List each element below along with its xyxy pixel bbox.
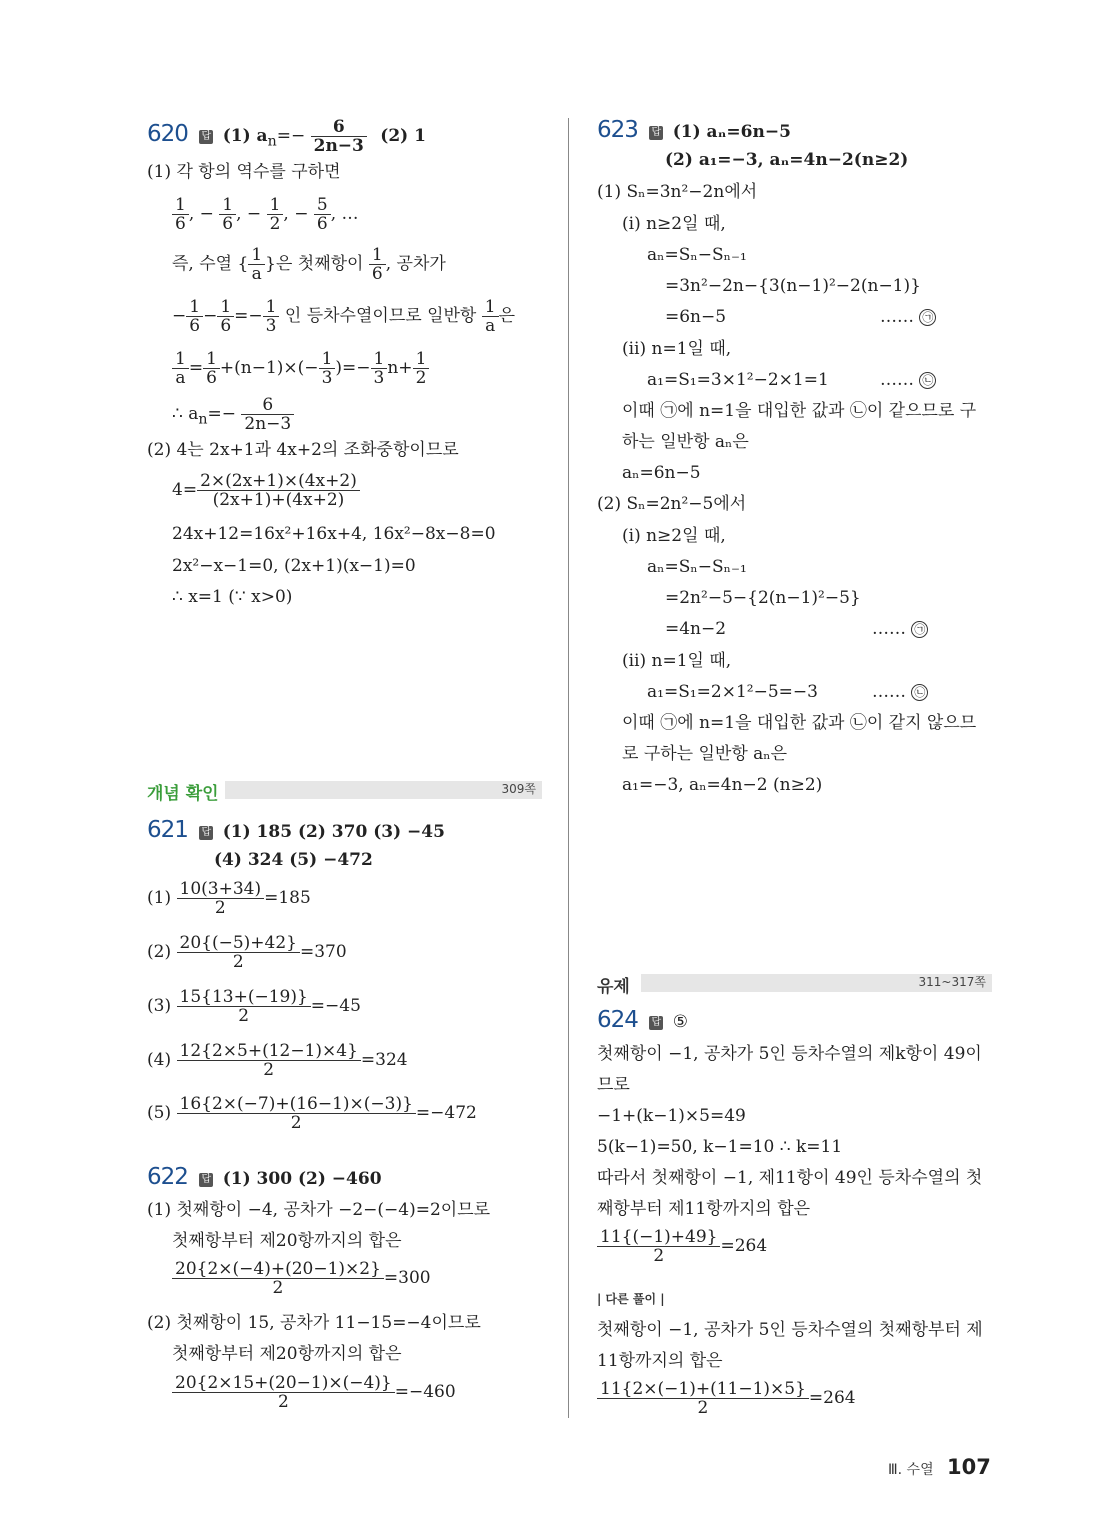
equation-line: $\frac{20\{2\times 15+(20-1)\times(-4)\}}{2}$ =−460 <box>172 1374 456 1411</box>
label-marker: …… ㉡ <box>880 368 936 392</box>
text-line: (ⅱ) n=1일 때, <box>622 651 732 671</box>
section-banner-concept <box>147 779 542 804</box>
equation-line: aₙ=Sₙ−Sₙ₋₁ <box>647 557 747 577</box>
answer-line: (2) a₁=−3, aₙ=4n−2(n≥2) <box>665 150 909 170</box>
answer-icon: 답 <box>649 126 663 140</box>
text-line: 11항까지의 합은 <box>597 1351 723 1371</box>
circled-label-1: ㉠ <box>911 621 928 638</box>
equation-line: $\frac{1}{a}$ = $\frac{1}{6}$ +(n−1)×(− $\frac{1}{3}$ )=− $\frac{1}{3}$ n+ $\frac{1}{2}$ <box>172 350 429 387</box>
equation-line: ∴ $a_n=-$ $\frac{6}{2n-3}$ <box>172 396 294 433</box>
circled-label-2: ㉡ <box>919 372 936 389</box>
problem-number: 621 <box>147 817 188 843</box>
calc-item: (3) $\frac{15\{13+(-19)\}}{2}$ =−45 <box>147 987 361 1026</box>
text-line: 로 구하는 일반항 aₙ은 <box>622 744 788 764</box>
problem-624-header: 624 답 ⑤ <box>597 1007 688 1033</box>
equation-line: a₁=S₁=3×1²−2×1=1 <box>647 370 829 390</box>
section-banner-practice <box>597 972 992 997</box>
calc-item: (5) $\frac{16\{2\times(-7)+(16-1)\times(-3)\}}{2}$ =−472 <box>147 1094 477 1133</box>
problem-number: 623 <box>597 117 638 143</box>
answer-icon: 답 <box>649 1016 663 1030</box>
equation-line: 5(k−1)=50, k−1=10 ∴ k=11 <box>597 1137 843 1157</box>
equation-line: 2x²−x−1=0, (2x+1)(x−1)=0 <box>172 556 416 576</box>
problem-623-header: 623 답 (1) aₙ=6n−5 <box>597 117 791 143</box>
equation-line: −1+(k−1)×5=49 <box>597 1106 746 1126</box>
calc-item: (2) $\frac{20\{(-5)+42\}}{2}$ =370 <box>147 933 347 972</box>
calc-item: (1) $\frac{10(3+34)}{2}$ =185 <box>147 879 311 918</box>
text-line: (2) Sₙ=2n²−5에서 <box>597 494 747 514</box>
banner-label: 유제 <box>597 977 630 997</box>
answer-icon: 답 <box>199 1173 213 1187</box>
equation-line: $\frac{11\{(-1)+49\}}{2}$ =264 <box>597 1228 767 1265</box>
equation-line: aₙ=6n−5 <box>622 463 701 483</box>
text-line: 므로 <box>597 1075 630 1095</box>
problem-620-header: 620 답 (1) $a_n=-$ $\frac{6}{2n-3}$ (2) 1 <box>147 117 426 156</box>
equation-line: a₁=−3, aₙ=4n−2 (n≥2) <box>622 775 823 795</box>
equation-line: $\frac{11\{2\times(-1)+(11-1)\times 5\}}{2}$ =264 <box>597 1380 856 1417</box>
equation-line: ∴ x=1 (∵ x>0) <box>172 587 293 607</box>
banner-page-ref: 311~317쪽 <box>918 975 986 989</box>
chapter-label: Ⅲ. 수열 <box>888 1462 934 1478</box>
text-line: − $\frac{1}{6}$ − $\frac{1}{6}$ =− $\frac{1}{3}$ 인 등차수열이므로 일반항 $\frac{1}{a}$ 은 <box>172 297 516 336</box>
equation-line: =6n−5 <box>665 307 727 327</box>
text-line: 따라서 첫째항이 −1, 제11항이 49인 등차수열의 첫 <box>597 1168 983 1188</box>
text-line: 첫째항부터 제20항까지의 합은 <box>172 1344 402 1364</box>
text-line: (1) 각 항의 역수를 구하면 <box>147 162 341 182</box>
column-divider <box>568 118 569 1418</box>
banner-page-ref: 309쪽 <box>501 782 536 796</box>
answer-icon: 답 <box>199 130 213 144</box>
text-line: (2) 첫째항이 15, 공차가 11−15=−4이므로 <box>147 1313 481 1333</box>
fraction: $\frac{6}{2n-3}$ <box>311 118 367 155</box>
text-line: 첫째항부터 제20항까지의 합은 <box>172 1231 402 1251</box>
equation-line: 4= $\frac{2\times(2x+1)\times(4x+2)}{(2x+1)+(4x+2)}$ <box>172 472 360 509</box>
equation-line: a₁=S₁=2×1²−5=−3 <box>647 682 818 702</box>
problem-622-header: 622 답 (1) 300 (2) −460 <box>147 1164 382 1190</box>
equation-line: $\frac{20\{2\times(-4)+(20-1)\times 2\}}{2}$ =300 <box>172 1260 431 1297</box>
text-line: 이때 ㉠에 n=1을 대입한 값과 ㉡이 같지 않으므 <box>622 713 977 733</box>
banner-label: 개념 확인 <box>147 784 219 804</box>
text-line: 이때 ㉠에 n=1을 대입한 값과 ㉡이 같으므로 구 <box>622 401 977 421</box>
page-footer <box>888 1455 991 1479</box>
problem-number: 622 <box>147 1164 188 1190</box>
text-line: (ⅰ) n≥2일 때, <box>622 214 726 234</box>
equation-line: aₙ=Sₙ−Sₙ₋₁ <box>647 245 747 265</box>
equation-line: =3n²−2n−{3(n−1)²−2(n−1)} <box>665 276 921 296</box>
problem-number: 624 <box>597 1007 638 1033</box>
text-line: 즉, 수열 { $\frac{1}{a}$ }은 첫째항이 $\frac{1}{6}$ , 공차가 <box>172 245 446 284</box>
answer-line: (4) 324 (5) −472 <box>214 850 373 870</box>
calc-item: (4) $\frac{12\{2\times 5+(12-1)\times 4\}}{2}$ =324 <box>147 1041 408 1080</box>
text-line: 첫째항이 −1, 공차가 5인 등차수열의 첫째항부터 제 <box>597 1320 983 1340</box>
problem-number: 620 <box>147 121 188 147</box>
text-line: (ⅰ) n≥2일 때, <box>622 526 726 546</box>
page-number: 107 <box>947 1455 991 1479</box>
label-marker: …… ㉠ <box>872 617 928 641</box>
text-line: 첫째항이 −1, 공차가 5인 등차수열의 제k항이 49이 <box>597 1044 982 1064</box>
text-line: (1) Sₙ=3n²−2n에서 <box>597 182 758 202</box>
alt-solution-label: | 다른 풀이 | <box>597 1292 665 1306</box>
label-marker: …… ㉡ <box>872 680 928 704</box>
circled-label-2: ㉡ <box>911 684 928 701</box>
equation-line: =2n²−5−{2(n−1)²−5} <box>665 588 861 608</box>
equation-line: 24x+12=16x²+16x+4, 16x²−8x−8=0 <box>172 524 496 544</box>
answer-icon: 답 <box>199 826 213 840</box>
text-line: (1) 첫째항이 −4, 공차가 −2−(−4)=2이므로 <box>147 1200 491 1220</box>
equation-line: =4n−2 <box>665 619 727 639</box>
text-line: (2) 4는 2x+1과 4x+2의 조화중항이므로 <box>147 440 459 460</box>
text-line: 하는 일반항 aₙ은 <box>622 432 749 452</box>
label-marker: …… ㉠ <box>880 305 936 329</box>
circled-label-1: ㉠ <box>919 309 936 326</box>
text-line: (ⅱ) n=1일 때, <box>622 339 732 359</box>
reciprocal-sequence: $\frac{1}{6}$ , − $\frac{1}{6}$ , − $\frac{1}{2}$ , − $\frac{5}{6}$ , … <box>172 196 359 233</box>
text-line: 째항부터 제11항까지의 합은 <box>597 1199 811 1219</box>
problem-621-header: 621 답 (1) 185 (2) 370 (3) −45 <box>147 817 445 843</box>
